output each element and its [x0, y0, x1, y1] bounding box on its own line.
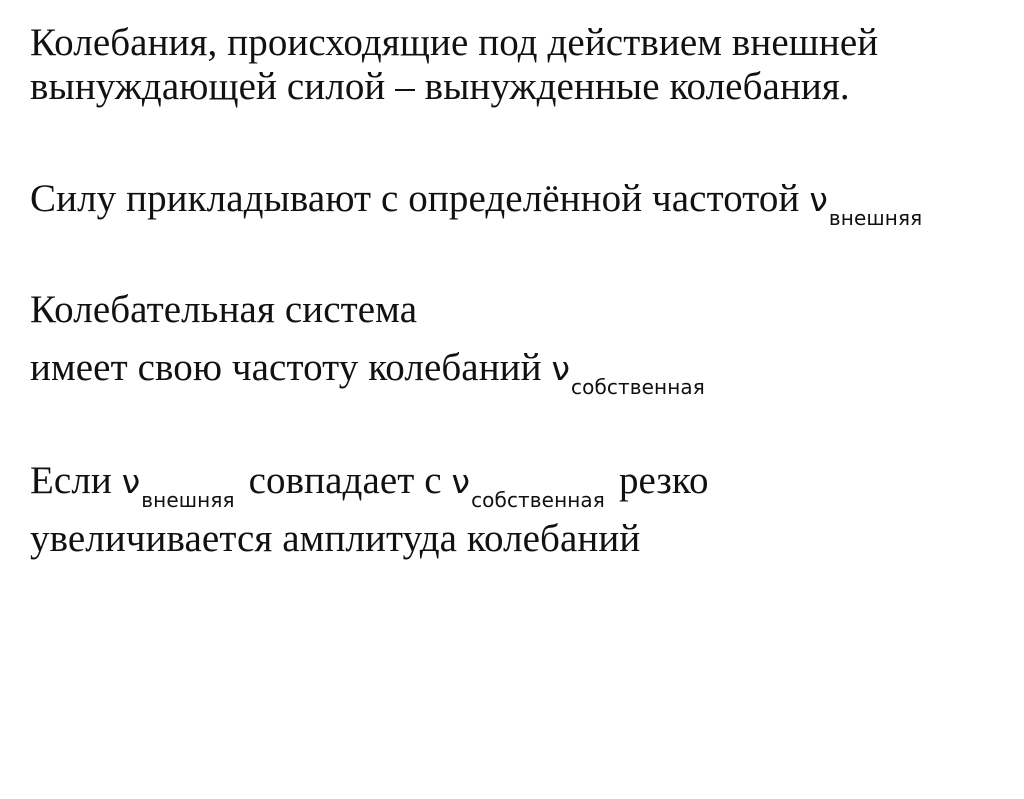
para4-line2: увеличивается амплитуда колебаний: [30, 517, 641, 560]
para3-text: имеет свою частоту колебаний: [30, 346, 542, 389]
para3-line1: Колебательная система: [30, 288, 418, 331]
para2-text: Силу прикладывают с определённой частотой: [30, 177, 800, 220]
nu-symbol: ν: [551, 349, 571, 388]
para1-line1: Колебания, происходящие под действием внешней: [30, 21, 879, 64]
subscript-external: внешняя: [141, 488, 235, 512]
nu-symbol: ν: [121, 462, 141, 501]
coincides-text: совпадает с: [248, 459, 442, 502]
para2-line: [30, 176, 923, 230]
if-word: Если: [30, 459, 112, 502]
nu-symbol: ν: [809, 180, 828, 219]
para4-line1: [30, 458, 709, 512]
para3-line2: [30, 345, 705, 399]
para1-line2: вынуждающей силой – вынужденные колебания.: [30, 65, 850, 108]
sharply-text: резко: [618, 459, 709, 502]
nu-symbol: ν: [451, 462, 471, 501]
subscript-natural: собственная: [571, 375, 705, 399]
subscript-natural: собственная: [471, 488, 605, 512]
subscript-external: внешняя: [828, 206, 923, 230]
